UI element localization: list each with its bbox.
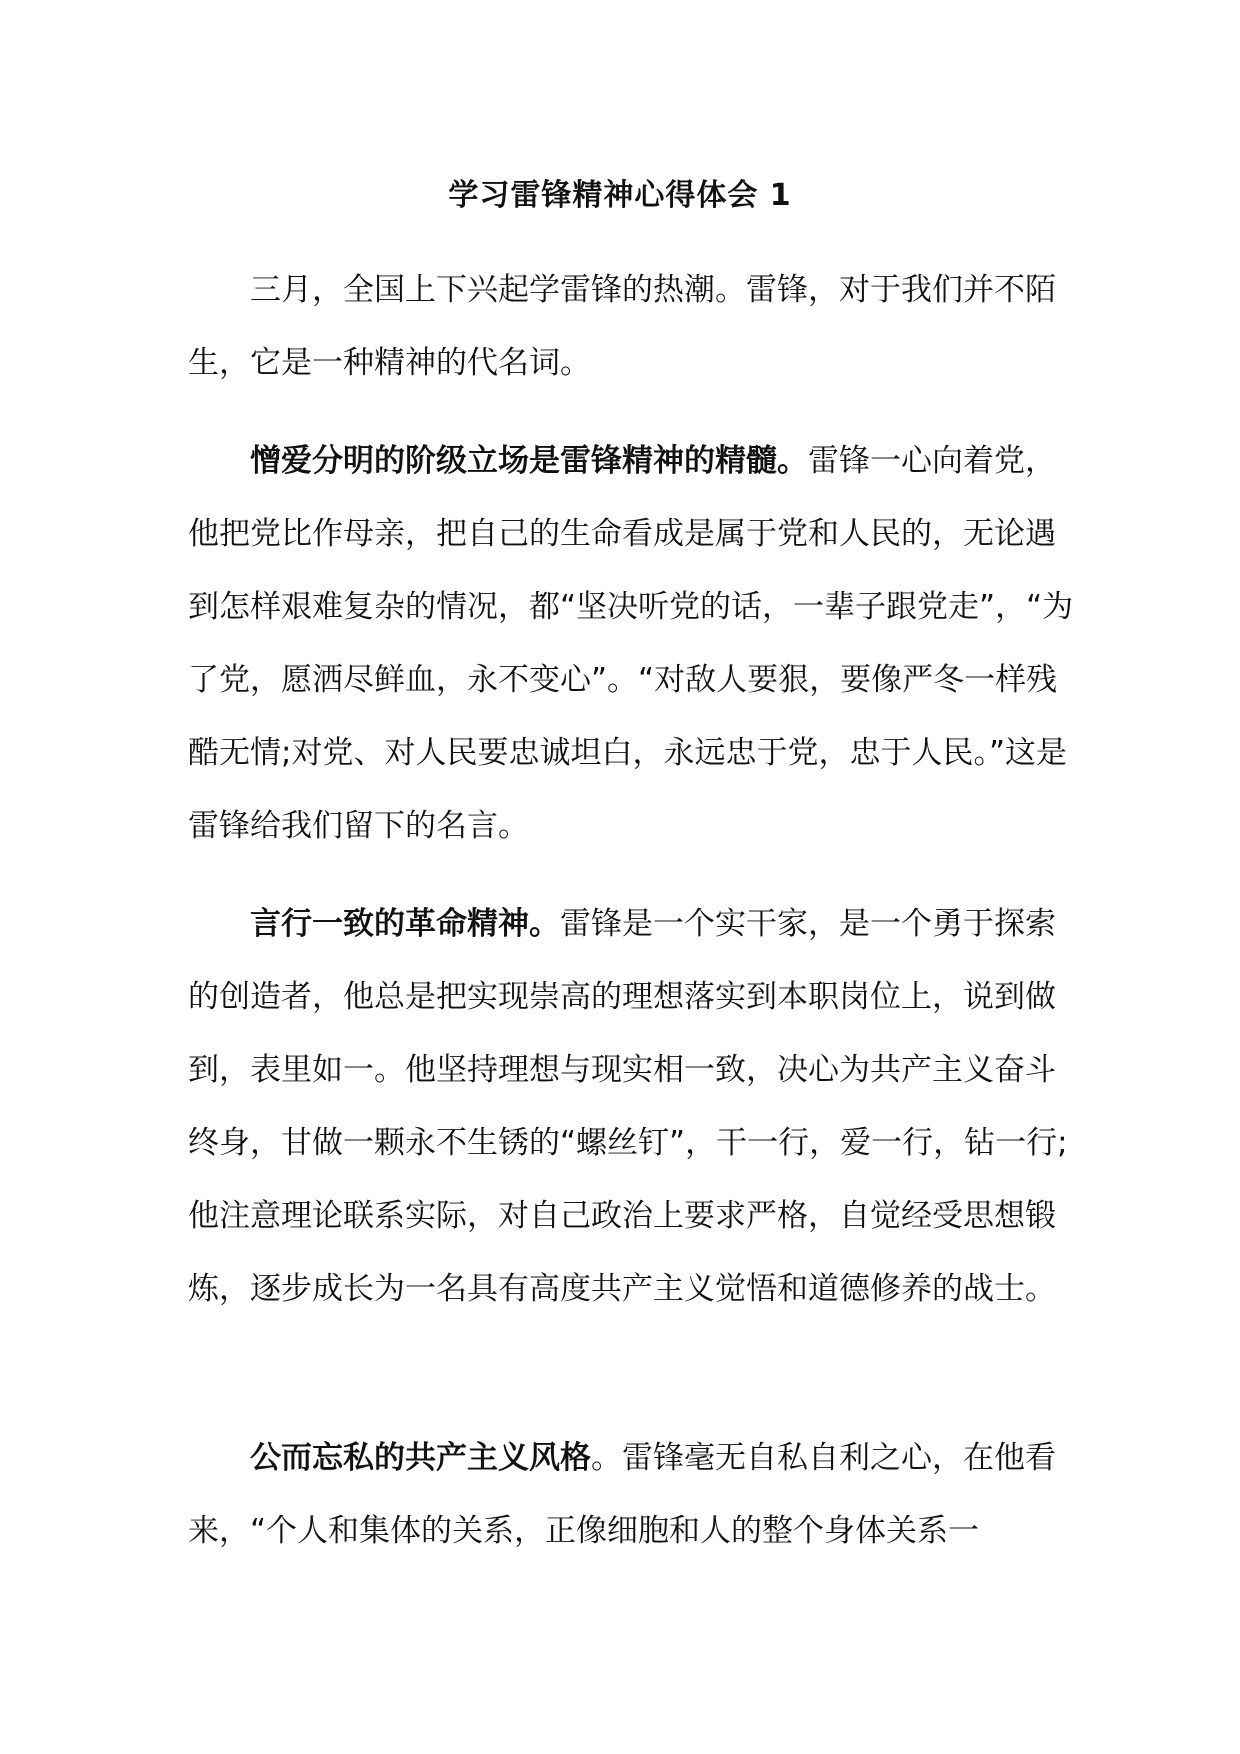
paragraph-selflessness	[188, 1422, 1078, 1568]
paragraph-heading: 公而忘私的共产主义风格	[250, 1440, 591, 1476]
paragraph-heading: 言行一致的革命精神。	[250, 906, 560, 942]
paragraph-intro	[188, 254, 1078, 400]
paragraph-text: 。雷锋毫无自私自利之心，在他看来，“个人和集体的关系，正像细胞和人的整个身体关系一	[188, 1440, 1056, 1549]
paragraph-consistency	[188, 888, 1078, 1326]
paragraph-text: 雷锋是一个实干家，是一个勇于探索的创造者，他总是把实现崇高的理想落实到本职岗位上，说到做到，表里如一。他坚持理想与现实相一致，决心为共产主义奋斗终身，甘做一颗永不生锈的“螺丝钉”，干一行，爱一行，钻一行;他注意理论联系实际，对自己政治上要求严格，自觉经受思想锻炼，逐步成长为一名具有高度共产主义觉悟和道德修养的战士。	[188, 906, 1068, 1307]
document-title: 学习雷锋精神心得体会 1	[448, 178, 792, 213]
paragraph-text: 雷锋一心向着党，他把党比作母亲，把自己的生命看成是属于党和人民的，无论遇到怎样艰难复杂的情况，都“坚决听党的话，一辈子跟党走”，“为了党，愿洒尽鲜血，永不变心”。“对敌人要狠，要像严冬一样残酷无情;对党、对人民要忠诚坦白，永远忠于党，忠于人民。”这是雷锋给我们留下的名言。	[188, 443, 1074, 844]
paragraph-text: 三月，全国上下兴起学雷锋的热潮。雷锋，对于我们并不陌生，它是一种精神的代名词。	[188, 272, 1056, 381]
paragraph-class-stance	[188, 425, 1078, 863]
paragraph-heading: 憎爱分明的阶级立场是雷锋精神的精髓。	[250, 443, 808, 479]
